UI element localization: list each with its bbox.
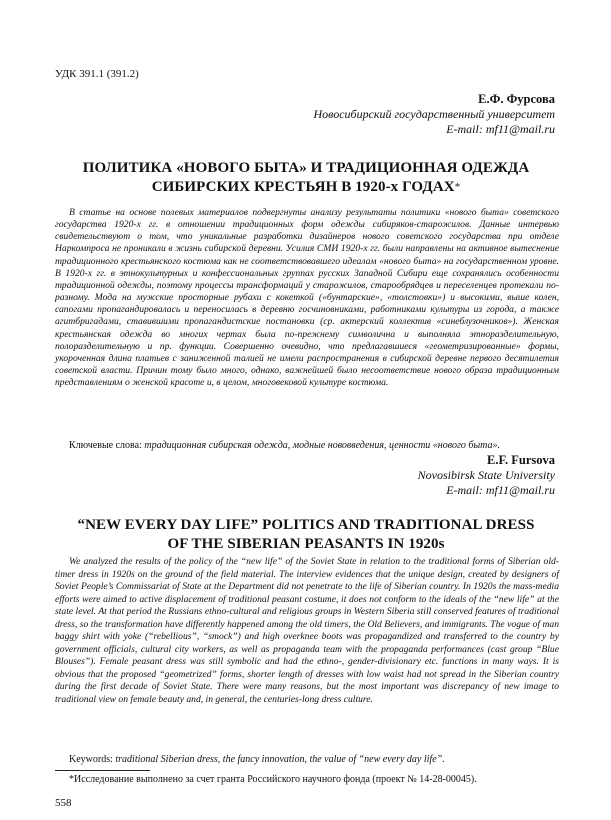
udc-code: УДК 391.1 (391.2) [55,68,139,80]
title-en-line-2: OF THE SIBERIAN PEASANTS IN 1920s [167,536,445,552]
title-ru-line-1: ПОЛИТИКА «НОВОГО БЫТА» И ТРАДИЦИОННАЯ ОДЕЖДА [82,160,530,176]
keywords-text-en: traditional Siberian dress, the fancy innovation, the value of “new every day life”. [115,754,445,765]
footnote-marker: * [454,181,461,193]
footnote: *Исследование выполнено за счет гранта Российского научного фонда (проект № 14-28-00045). [69,774,477,785]
keywords-label-ru: Ключевые слова: [69,440,142,451]
title-en-line-1: “NEW EVERY DAY LIFE” POLITICS AND TRADITIONAL DRESS [77,517,535,533]
affiliation-block-en [418,468,555,498]
affiliation-block-ru [313,107,555,137]
title-ru-line-2 [55,178,557,197]
keywords-ru [55,440,559,452]
article-title-en [55,516,557,554]
author-name-en: E.F. Fursova [487,453,555,467]
abstract-ru: В статье на основе полевых материалов подвергнуты анализу результаты политики «нового быта» советского государства 1920-х гг. в отношении традиционных форм одежды сибиряков-старожилов. Данные интервью свидетельствуют о том, что уникальные разработки дизайнеров нового советского государства при отделе Наркомпроса не проникали в жизнь сибирской деревни. Усилия СМИ 1920-х гг. были направлены на активное вытеснение традиционного крестьянского костюма как не соответствовавшего идеалам «нового быта» на государственном уровне. В 1920-х гг. в этнокультурных и конфессиональных группах русских Западной Сибири еще сохранялись особенности традиционной одежды, поэтому процессы трансформаций у старожилов, старообрядцев и переселенцев протекали по-разному. Мода на мужские просторные рубахи с кокеткой («бунтарские», «толстовки») и высокими, выше колен, сапогами пропагандировалась и переносилась в деревню госчиновниками, работниками культуры из города, а также агитбригадами, ставившими пропагандистские постановки (ср. актерский коллектив «синеблузочников»). Женская крестьянская одежда во многих чертах была по-прежнему символична и выполняла этноразделительную, полоразделительную и пр. функции. Совершенно очевидно, что предлагавшиеся «геометризированные» формы, укороченная длина платьев с заниженной талией не имели распространения в сибирской деревне первого десятилетия советской власти. Причин тому было много, однако, важнейшей было несоответствие нового образа традиционным представлениям о женской красоте и, в целом, многовековой культуре костюма. [55,207,559,389]
footnote-divider [55,770,150,771]
email-en: E-mail: mf11@mail.ru [446,483,555,497]
page-number: 558 [55,797,72,809]
article-title-ru [55,159,557,197]
author-name-ru: Е.Ф. Фурсова [478,92,555,106]
affiliation-ru: Новосибирский государственный университет [313,107,555,121]
email-ru: E-mail: mf11@mail.ru [446,122,555,136]
keywords-label-en: Keywords: [69,754,113,765]
affiliation-en: Novosibirsk State University [417,468,555,482]
keywords-en [55,754,559,766]
abstract-en: We analyzed the results of the policy of the “new life” of the Soviet State in relation to the traditional forms of Siberian old-timer dress in 1920s on the ground of the field material. The interview evidences that the unique design, created by designers of Soviet People’s Commissariat of State at the Department did not penetrate to the life of Siberian country. In 1920s the mass-media efforts were aimed to active displacement of traditional peasant costume, it does not conform to the ideals of the “new life” at the state level. At that period the Russians ethno-cultural and religious groups in Western Siberia still conserved features of traditional dress, so the transformation have differently happened among the old timers, the Old Believers, and immigrants. The vogue of man baggy shirt with yoke (“rebellious”, “smock”) and high overknee boots was propagandized and transferred to the country by government officials, cultural city workers, as well as propaganda team with the propaganda performances (cast group “Blue Blouses”). Female peasant dress was still symbolic and had the ethno-, gender-divisionary etc. functions in many ways. It is obvious that the proposed “geometrized” forms, shorter length of dresses with low waist had not spread in the Siberian country during the first decade of Soviet State. There were many reasons, but the most important was discrepancy of new image to traditional view on female beauty and, in general, the centuries-long dress culture. [55,556,559,705]
title-ru-line-2-text: СИБИРСКИХ КРЕСТЬЯН В 1920-х ГОДАХ [151,179,455,195]
keywords-text-ru: традиционная сибирская одежда, модные нововведения, ценности «нового быта». [144,440,501,451]
